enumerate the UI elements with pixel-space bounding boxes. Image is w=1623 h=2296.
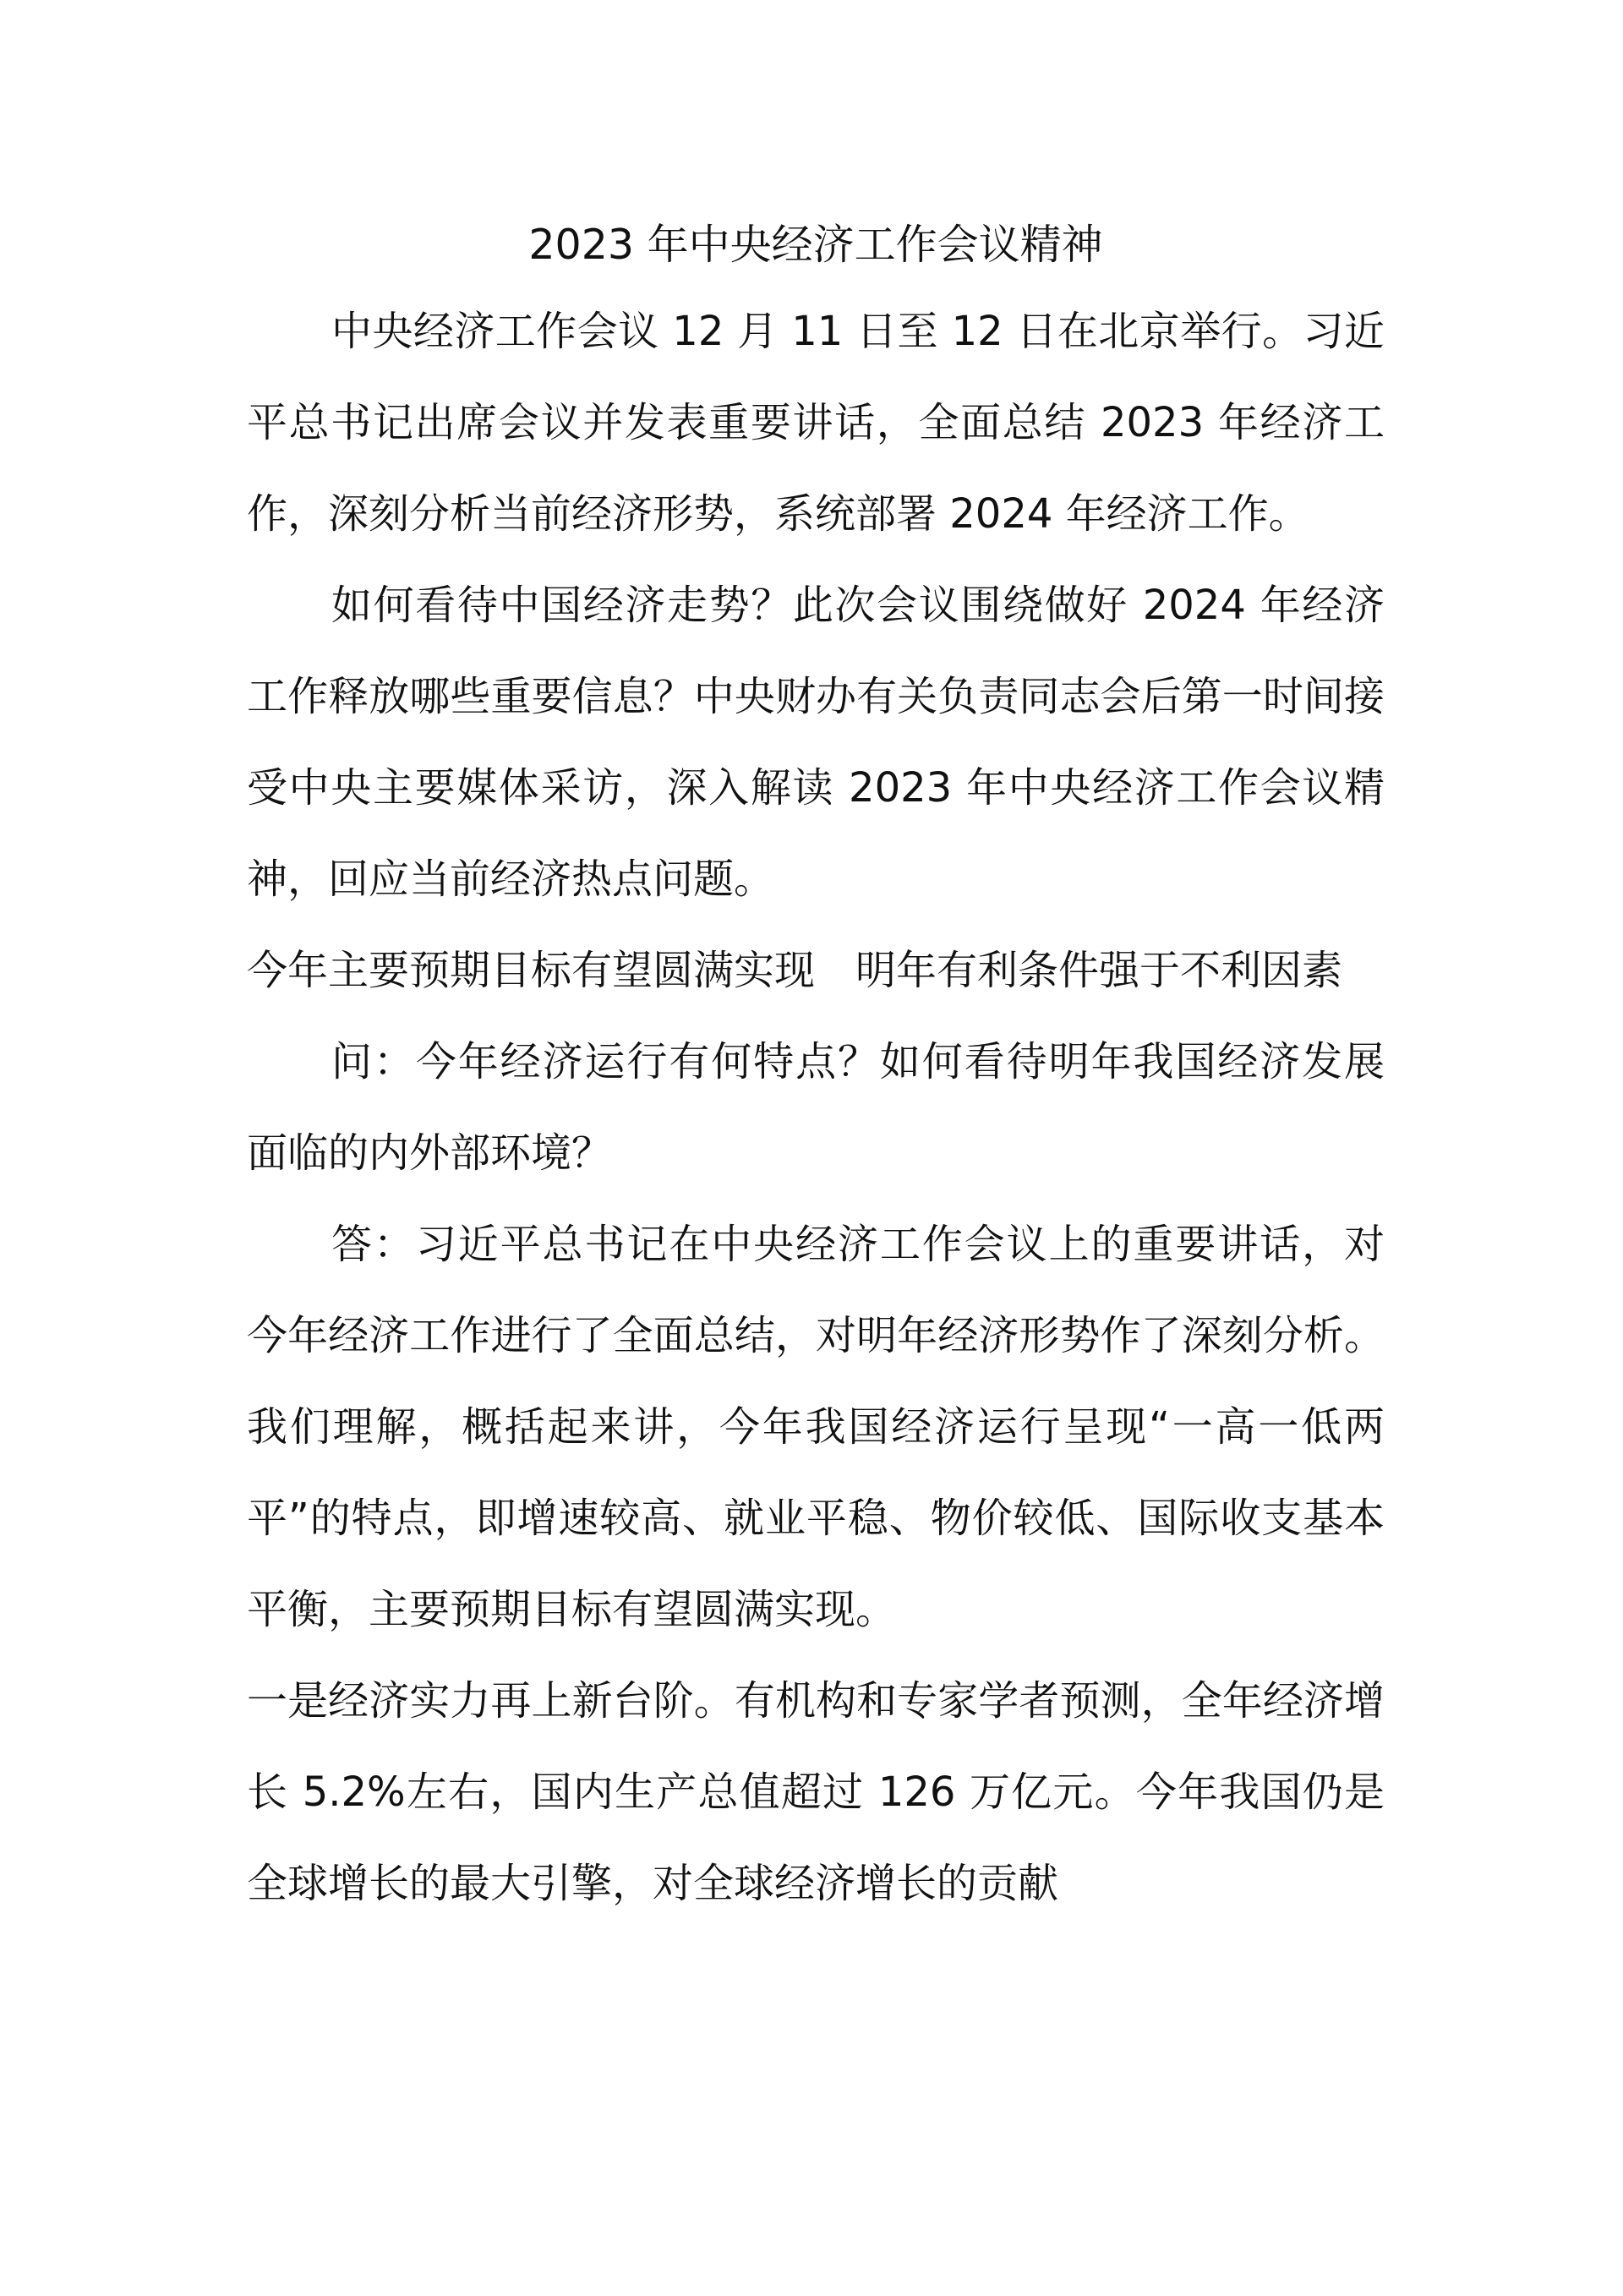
answer-paragraph: 答：习近平总书记在中央经济工作会议上的重要讲话，对今年经济工作进行了全面总结，对明年经济形势作了深刻分析。我们理解，概括起来讲，今年我国经济运行呈现“一高一低两平”的特点，即增速较高、就业平稳、物价较低、国际收支基本平衡，主要预期目标有望圆满实现。 xyxy=(247,1221,1385,1633)
document-body xyxy=(247,205,1385,1929)
section-heading: 今年主要预期目标有望圆满实现 明年有利条件强于不利因素 xyxy=(247,947,1343,994)
point-one-paragraph: 一是经济实力再上新台阶。有机构和专家学者预测，全年经济增长 5.2%左右，国内生产总值超过 126 万亿元。今年我国仍是全球增长的最大引擎，对全球经济增长的贡献 xyxy=(247,1677,1385,1907)
paragraph-interview-intro: 如何看待中国经济走势？此次会议围绕做好 2024 年经济工作释放哪些重要信息？中央财办有关负责同志会后第一时间接受中央主要媒体采访，深入解读 2023 年中央经济工作会议精神，回应当前经济热点问题。 xyxy=(247,582,1385,903)
document-title: 2023 年中央经济工作会议精神 xyxy=(528,221,1103,269)
paragraph-meeting-intro: 中央经济工作会议 12 月 11 日至 12 日在北京举行。习近平总书记出席会议并发表重要讲话，全面总结 2023 年经济工作，深刻分析当前经济形势，系统部署 2024 年经济工作。 xyxy=(247,308,1385,538)
question-paragraph: 问：今年经济运行有何特点？如何看待明年我国经济发展面临的内外部环境？ xyxy=(247,1038,1385,1177)
